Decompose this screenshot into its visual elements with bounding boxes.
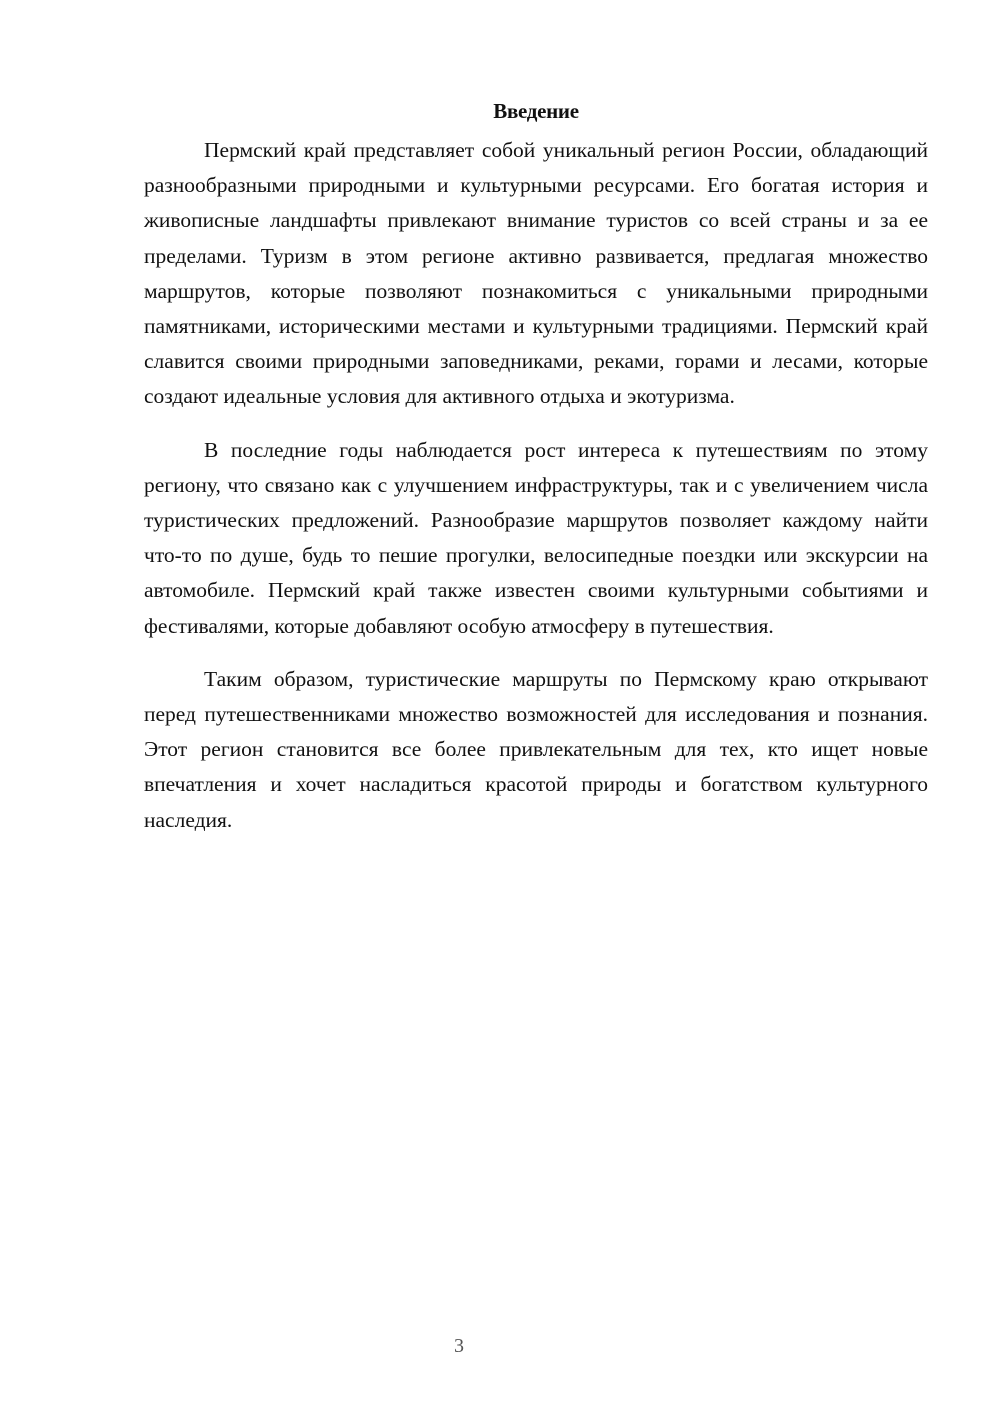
paragraph-2: В последние годы наблюдается рост интереса к путешествиям по этому региону, что связано как с улучшением инфраструктуры, так и с увеличением числа туристических предложений. Разнообразие маршрутов позволяет каждому найти что-то по душе, будь то пешие прогулки, велосипедные поездки или экскурсии на автомобиле. Пермский край также известен своими культурными событиями и фестивалями, которые добавляют особую атмосферу в путешествия.: [144, 437, 928, 638]
paragraph-3: Таким образом, туристические маршруты по Пермскому краю открывают перед путешественниками множество возможностей для исследования и познания. Этот регион становится все более привлекательным для тех, кто ищет новые впечатления и хочет насладиться красотой природы и богатством культурного наследия.: [144, 666, 928, 832]
section-heading: Введение: [493, 99, 579, 123]
page-number: 3: [454, 1335, 464, 1357]
paragraph-1: Пермский край представляет собой уникальный регион России, обладающий разнообразными природными и культурными ресурсами. Его богатая история и живописные ландшафты привлекают внимание туристов со всей страны и за ее пределами. Туризм в этом регионе активно развивается, предлагая множество маршрутов, которые позволяют познакомиться с уникальными природными памятниками, историческими местами и культурными традициями. Пермский край славится своими природными заповедниками, реками, горами и лесами, которые создают идеальные условия для активного отдыха и экотуризма.: [144, 138, 928, 409]
page-content: [144, 96, 928, 856]
